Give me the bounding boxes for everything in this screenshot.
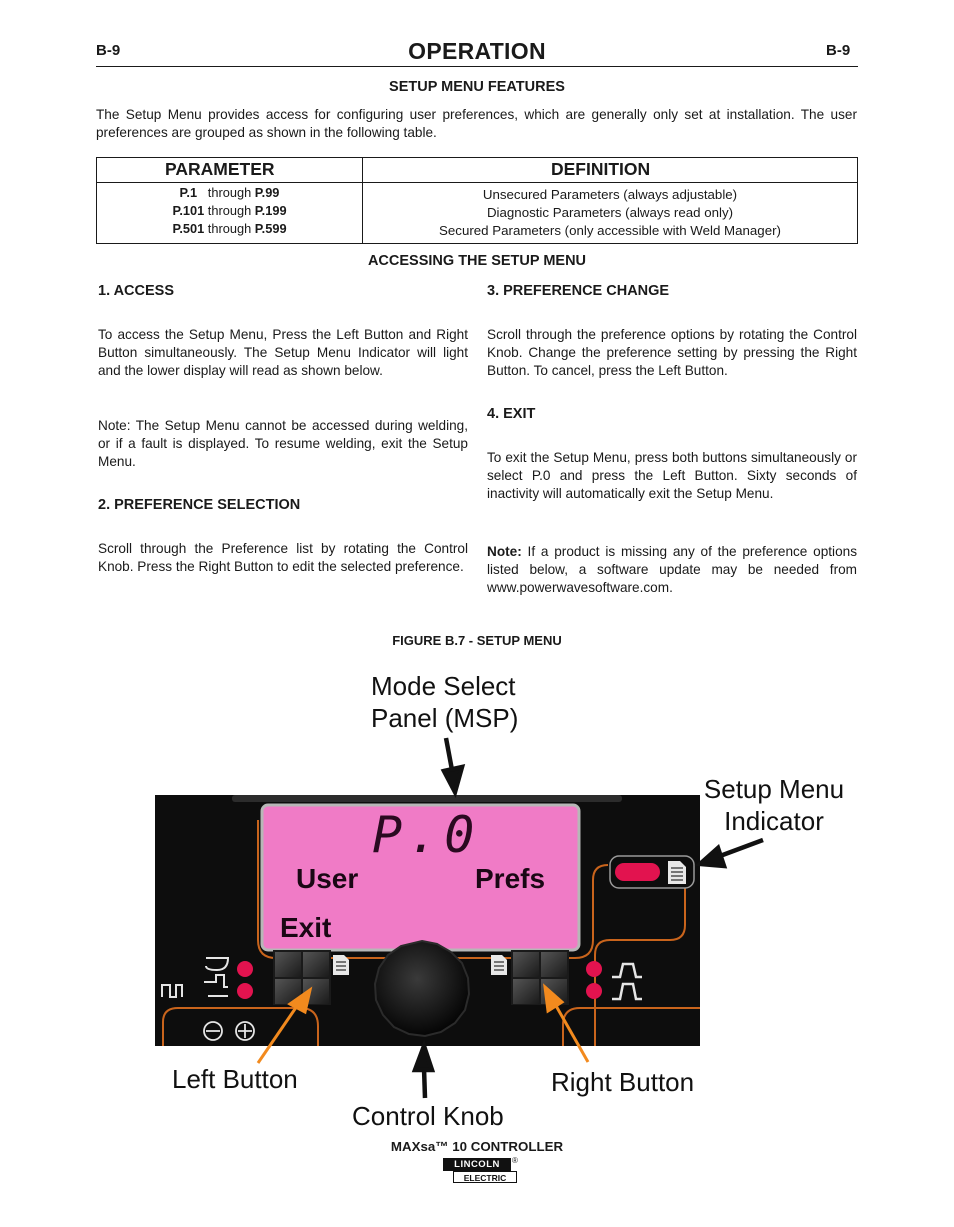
parameter-range-row: P.101 through P.199 <box>172 203 287 218</box>
definition-row: Diagnostic Parameters (always read only) <box>486 205 734 220</box>
arrow-msp <box>444 767 462 792</box>
note-label: Note: <box>487 544 522 559</box>
setup-menu-indicator <box>610 856 694 888</box>
setup-features-heading: SETUP MENU FEATURES <box>389 79 565 95</box>
access-heading: 1. ACCESS <box>98 283 175 299</box>
preference-change-text: Scroll through the preference options by rotating the Control Knob. Change the preference setting by pressing the Right Button. To cancel, press the Left Button. <box>487 327 857 378</box>
lcd-exit-label: Exit <box>280 912 332 943</box>
preference-change-heading: 3. PREFERENCE CHANGE <box>487 283 670 299</box>
right-led-lower <box>586 983 602 999</box>
left-button-document-icon <box>333 955 349 975</box>
table-header-definition: DEFINITION <box>363 158 858 183</box>
access-note: Note: The Setup Menu cannot be accessed during welding, or if a fault is displayed. To resume welding, exit the Setup Menu. <box>98 418 468 469</box>
arrow-control-knob <box>415 1046 432 1070</box>
arrow-setup-indicator <box>700 848 724 866</box>
figure-caption: FIGURE B.7 - SETUP MENU <box>392 633 562 648</box>
definition-row: Unsecured Parameters (always adjustable) <box>482 187 738 202</box>
callout-mode-select-panel: Mode Select Panel (MSP) <box>371 671 519 733</box>
preference-selection-text: Scroll through the Preference list by rotating the Control Knob. Press the Right Button to edit the selected preference. <box>98 541 468 574</box>
footer-product-name: MAXsa™ 10 CONTROLLER <box>390 1139 564 1154</box>
lcd-digits: P.0 <box>372 806 481 864</box>
parameter-range-row: P.501 through P.599 <box>172 221 287 236</box>
table-header-parameter: PARAMETER <box>97 158 363 183</box>
lcd-user-label: User <box>296 863 359 894</box>
callout-control-knob: Control Knob <box>352 1101 504 1131</box>
accessing-heading: ACCESSING THE SETUP MENU <box>367 253 587 269</box>
right-button[interactable] <box>511 950 569 1005</box>
callout-left-button: Left Button <box>172 1064 298 1094</box>
exit-heading: 4. EXIT <box>487 406 536 422</box>
right-led-upper <box>586 961 602 977</box>
left-led-lower <box>237 983 253 999</box>
left-led-upper <box>237 961 253 977</box>
control-knob[interactable] <box>375 941 469 1036</box>
setup-features-intro: The Setup Menu provides access for configuring user preferences, which are generally only set at installation. The user preferences are grouped as shown in the following table. <box>96 107 857 140</box>
note-text: If a product is missing any of the preference options listed below, a software update may be needed from www.powerwavesoftware.com. <box>487 544 857 595</box>
lcd-prefs-label: Prefs <box>475 863 546 894</box>
page-number-right: B-9 <box>826 42 851 59</box>
lincoln-electric-logo: LINCOLN ® ELECTRIC <box>443 1158 519 1184</box>
access-text: To access the Setup Menu, Press the Left Button and Right Button simultaneously. The Setup Menu Indicator will light and the lower display will read as shown below. <box>98 327 468 378</box>
right-button-document-icon <box>491 955 507 975</box>
definition-row: Secured Parameters (only accessible with Weld Manager) <box>439 223 781 238</box>
parameter-range-row: P.1 through P.99 <box>179 185 280 200</box>
exit-text: To exit the Setup Menu, press both buttons simultaneously or select P.0 and press the Left Button. Sixty seconds of inactivity will automatically exit the Setup Menu. <box>487 450 857 501</box>
page-number-left: B-9 <box>96 42 121 59</box>
callout-setup-menu-indicator: Setup Menu Indicator <box>703 774 845 836</box>
section-title: OPERATION <box>408 38 546 64</box>
callout-right-button: Right Button <box>551 1067 695 1097</box>
document-icon <box>668 861 686 884</box>
preference-selection-heading: 2. PREFERENCE SELECTION <box>98 497 301 513</box>
